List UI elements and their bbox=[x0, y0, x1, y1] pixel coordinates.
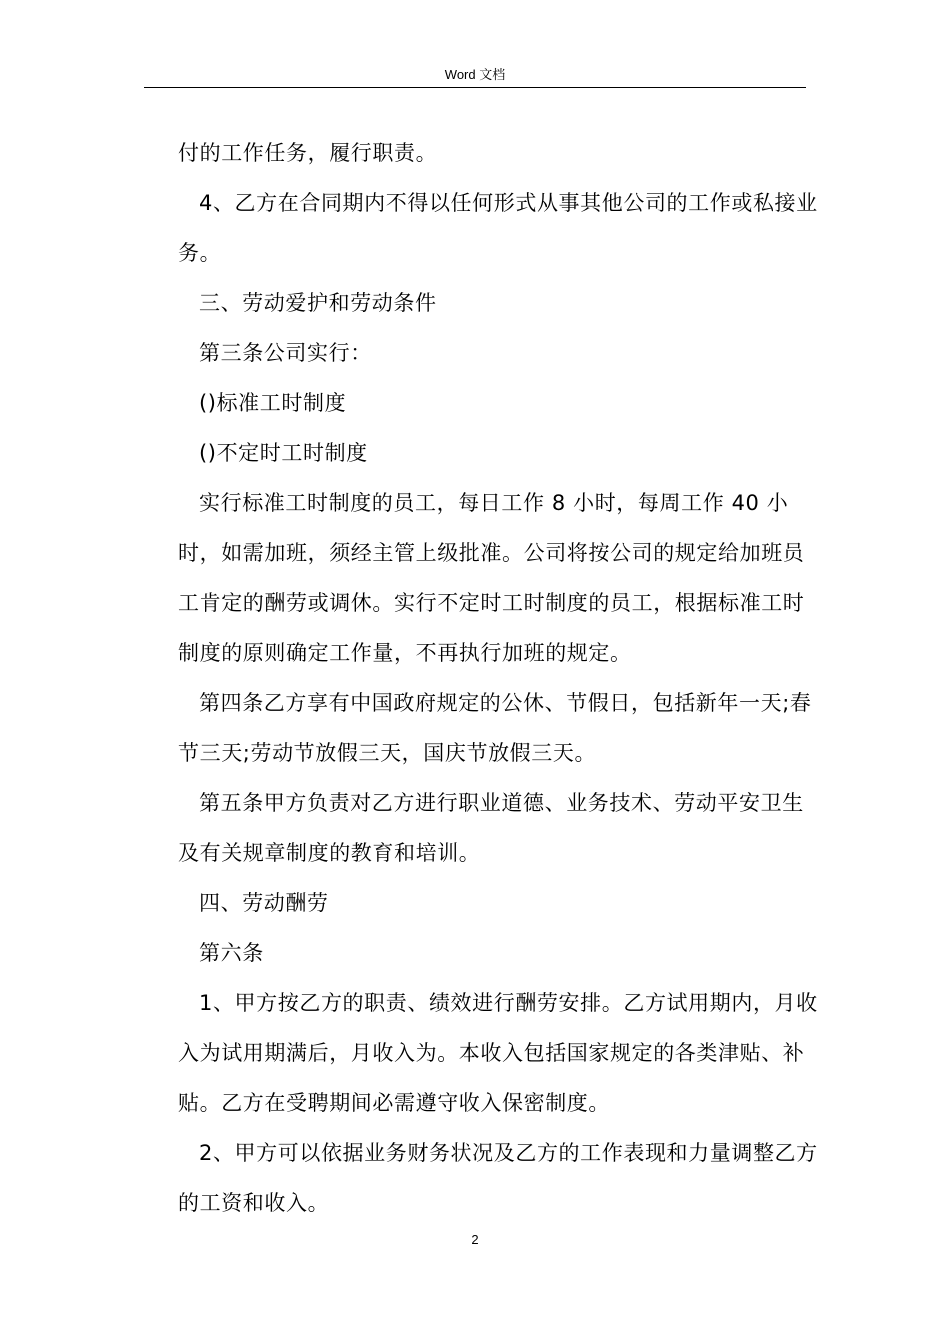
paragraph-working-hours: 实行标准工时制度的员工，每日工作 8 小时，每周工作 40 小时，如需加班，须经主管上级批准。公司将按公司的规定给加班员工肯定的酬劳或调休。实行不定时工时制度的员工，根据标准工时制度的原则确定工作量，不再执行加班的规定。 bbox=[178, 491, 805, 665]
article-3-heading: 第三条公司实行： bbox=[199, 341, 372, 365]
article-5: 第五条甲方负责对乙方进行职业道德、业务技术、劳动平安卫生及有关规章制度的教育和培训。 bbox=[178, 791, 804, 865]
article-6-heading: 第六条 bbox=[199, 941, 264, 965]
header-divider bbox=[144, 87, 806, 88]
paragraph-1: 付的工作任务，履行职责。 bbox=[178, 141, 438, 165]
article-6-item-1: 1、甲方按乙方的职责、绩效进行酬劳安排。乙方试用期内，月收入为试用期满后，月收入为。本收入包括国家规定的各类津贴、补贴。乙方在受聘期间必需遵守收入保密制度。 bbox=[178, 991, 818, 1115]
section-heading-4: 四、劳动酬劳 bbox=[199, 891, 329, 915]
section-heading-3: 三、劳动爱护和劳动条件 bbox=[199, 291, 437, 315]
article-6-item-2: 2、甲方可以依据业务财务状况及乙方的工作表现和力量调整乙方的工资和收入。 bbox=[178, 1141, 818, 1215]
article-4: 第四条乙方享有中国政府规定的公休、节假日，包括新年一天;春节三天;劳动节放假三天，国庆节放假三天。 bbox=[178, 691, 812, 765]
option-flexible-hours: ()不定时工时制度 bbox=[199, 441, 368, 465]
page-header: Word 文档 bbox=[444, 67, 506, 82]
document-body bbox=[178, 128, 818, 1228]
option-standard-hours: ()标准工时制度 bbox=[199, 391, 347, 415]
paragraph-2: 4、乙方在合同期内不得以任何形式从事其他公司的工作或私接业务。 bbox=[178, 191, 818, 265]
page-number: 2 bbox=[471, 1232, 479, 1247]
